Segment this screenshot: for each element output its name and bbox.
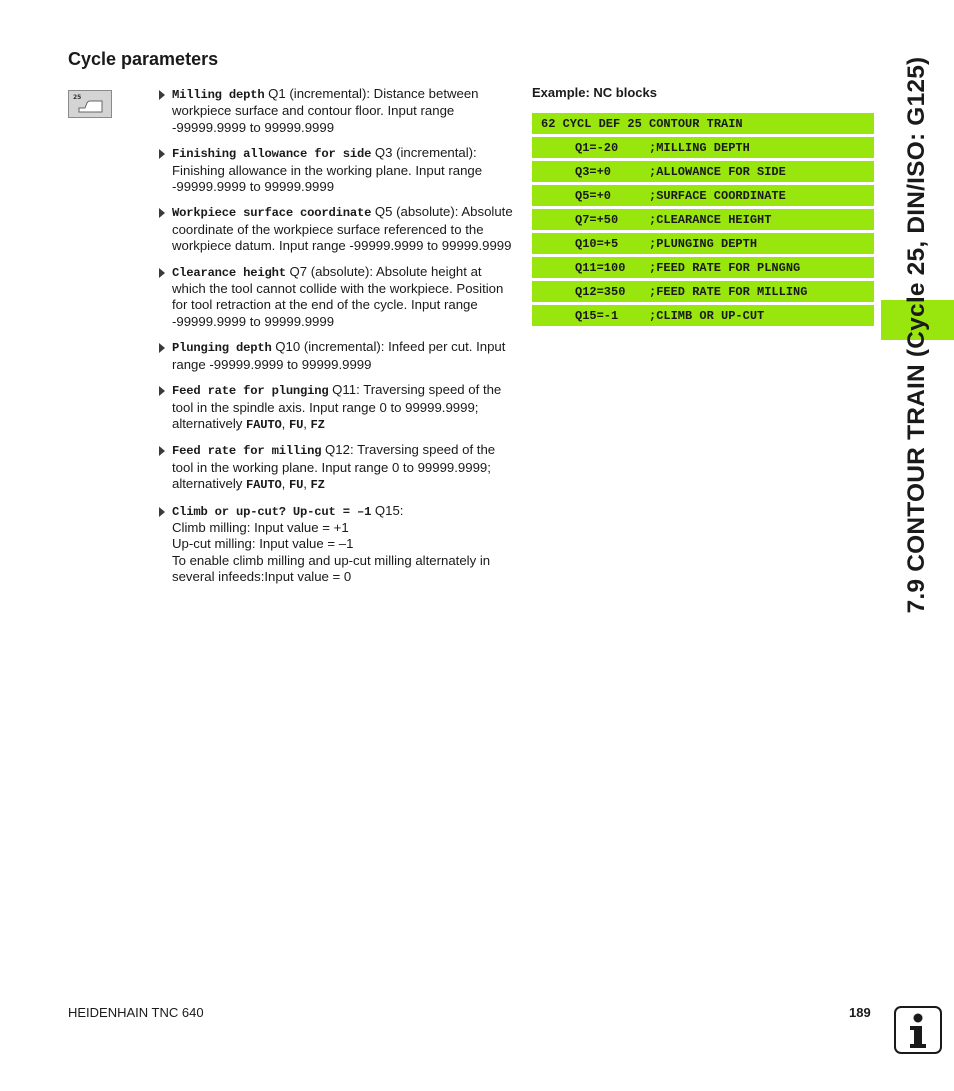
nc-comment: ;SURFACE COORDINATE [649,188,786,203]
cycle-25-icon [68,90,112,118]
nc-address: Q10=+5 [575,236,619,251]
alternate-milling-text: To enable climb milling and up-cut milling alternately in several infeeds:Input value = 0 [172,552,491,585]
parameter-description: Q15: [371,502,404,518]
parameter-item [158,86,518,136]
feed-option-fu: FU [288,417,304,432]
nc-block-row [532,257,874,278]
feed-option-fz: FZ [310,478,325,493]
parameter-description: Q7 (absolute): Absolute height at which the tool cannot collide with the workpiece. Position for tool retraction at the end of the cycle. Input range -99999.9999 to 99999.9999 [172,263,504,329]
parameter-description: Q12: Traversing speed of the tool in the working plane. Input range 0 to 99999.9999; alternatively [172,442,496,492]
nc-address: Q3=+0 [575,164,612,179]
nc-block-header: 62 CYCL DEF 25 CONTOUR TRAIN [532,113,874,134]
nc-block-row [532,281,874,302]
feed-option-fu: FU [288,478,304,493]
parameter-name: Milling depth [172,88,265,102]
section-title: Cycle parameters [68,49,219,69]
parameter-item [158,204,518,254]
contour-graphic-icon [69,91,111,117]
parameter-description: Q5 (absolute): Absolute coordinate of the workpiece surface referenced to the workpiece datum. Input range -99999.9999 to 99999.9999 [172,204,513,254]
nc-comment: ;ALLOWANCE FOR SIDE [649,164,786,179]
bullet-triangle-icon [159,149,165,159]
parameter-item: Feed rate for milling Q12: Traversing speed of the tool in the working plane. Input range 0 to 99999.9999; alternatively FAUTO, FU, FZ [158,442,518,493]
nc-block-row [532,137,874,158]
info-icon [894,1006,942,1054]
parameter-description: Q11: Traversing speed of the tool in the spindle axis. Input range 0 to 99999.9999; alternatively [172,382,502,431]
parameter-description: Q1 (incremental): Distance between workpiece surface and contour floor. Input range -99999.9999 to 99999.9999 [172,86,479,135]
climb-milling-text: Climb milling: Input value = +1 [172,519,349,535]
bullet-triangle-icon [159,343,165,353]
nc-address: Q7=+50 [575,212,619,227]
nc-comment: ;CLEARANCE HEIGHT [649,212,772,227]
parameter-item [158,503,518,586]
parameter-item [158,264,518,331]
nc-address: Q1=-20 [575,140,619,155]
footer-product-name: HEIDENHAIN TNC 640 [68,1005,204,1020]
feed-option-fauto: FAUTO [246,478,282,493]
parameter-name: Climb or up-cut? Up-cut = –1 [172,504,372,519]
feed-option-fz: FZ [310,417,325,432]
parameter-name: Workpiece surface coordinate [172,206,372,221]
bullet-triangle-icon [159,208,165,218]
parameter-item [158,145,518,195]
nc-block-row [532,233,874,254]
nc-comment: ;MILLING DEPTH [649,140,750,155]
nc-comment: ;FEED RATE FOR PLNGNG [649,260,801,275]
nc-comment: ;PLUNGING DEPTH [649,236,758,251]
cycle-icon-number: 25 [73,94,82,101]
nc-address: Q11=100 [575,260,626,275]
bullet-triangle-icon [159,446,165,456]
bullet-triangle-icon [159,268,165,278]
parameter-name: Plunging depth [172,341,272,356]
up-cut-milling-text: Up-cut milling: Input value = –1 [172,536,354,552]
parameter-name: Feed rate for plunging [172,384,329,399]
page-number: 189 [849,1005,871,1020]
bullet-triangle-icon [159,386,165,396]
parameter-name: Feed rate for milling [172,444,322,459]
parameter-item [158,339,518,373]
feed-option-fauto: FAUTO [246,417,282,432]
nc-address: Q15=-1 [575,308,619,323]
nc-block-row [532,161,874,182]
parameter-item: Feed rate for plunging Q11: Traversing speed of the tool in the spindle axis. Input range 0 to 99999.9999; alternatively FAUTO, FU, FZ [158,382,518,433]
nc-address: Q12=350 [575,284,626,299]
nc-block-row [532,185,874,206]
parameter-description: Q3 (incremental): Finishing allowance in the working plane. Input range -99999.9999 to 99999.9999 [172,145,483,195]
bullet-triangle-icon [159,90,165,100]
nc-block-row [532,209,874,230]
nc-comment: ;CLIMB OR UP-CUT [649,308,765,323]
nc-address: Q5=+0 [575,188,612,203]
side-chapter-title: 7.9 CONTOUR TRAIN (Cycle 25, DIN/ISO: G125) [903,56,930,614]
example-title: Example: NC blocks [532,85,657,100]
parameter-description: Q10 (incremental): Infeed per cut. Input range -99999.9999 to 99999.9999 [172,339,506,372]
bullet-triangle-icon [159,507,165,517]
parameter-name: Finishing allowance for side [172,147,372,162]
parameter-list [158,86,518,595]
parameter-name: Clearance height [172,265,286,280]
nc-blocks [532,113,874,329]
nc-comment: ;FEED RATE FOR MILLING [649,284,808,299]
nc-block-row [532,305,874,326]
